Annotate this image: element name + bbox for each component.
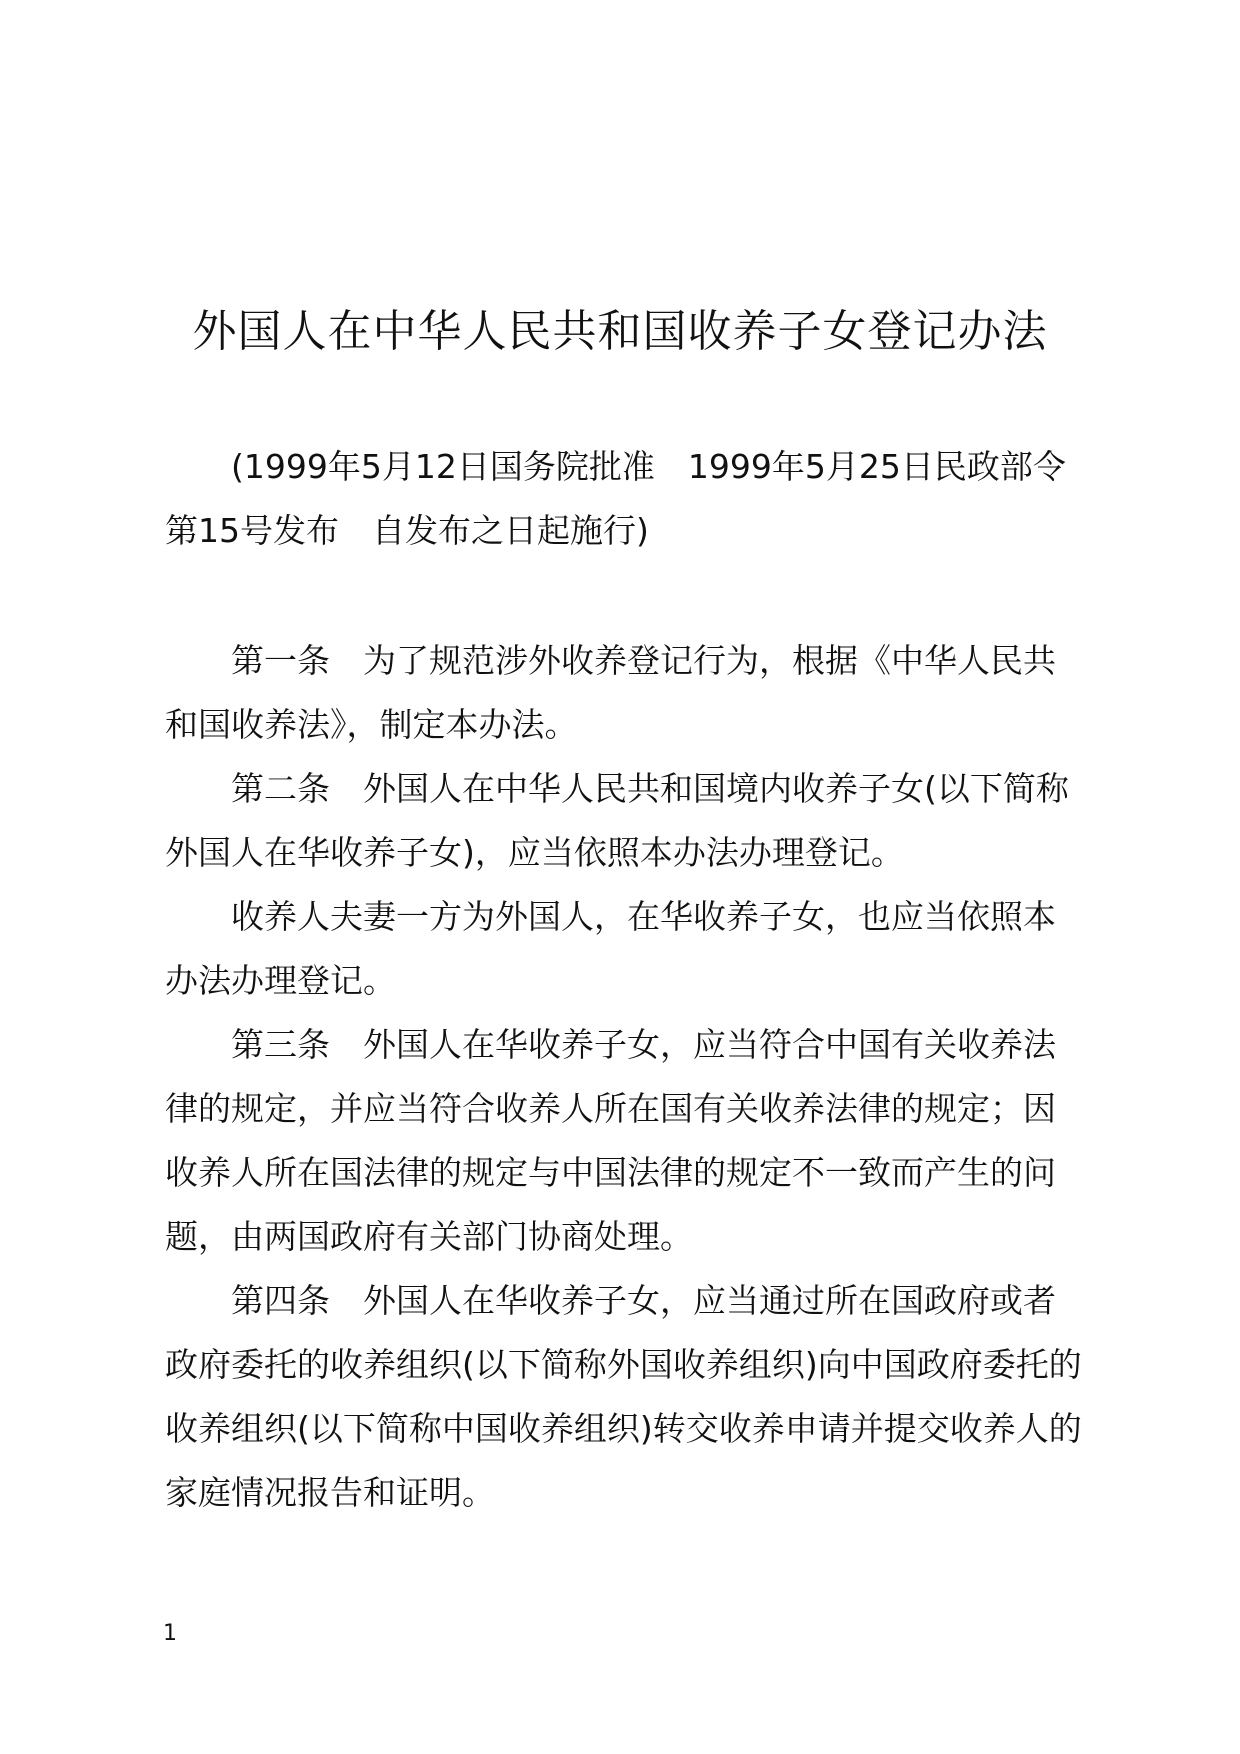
document-body <box>165 435 1085 1525</box>
article-2-continuation-paragraph: 收养人夫妻一方为外国人，在华收养子女，也应当依照本办法办理登记。 <box>165 897 1056 1000</box>
article-2-paragraph: 第二条 外国人在中华人民共和国境内收养子女(以下简称外国人在华收养子女)，应当依照本办法办理登记。 <box>165 769 1069 872</box>
article-3-paragraph: 第三条 外国人在华收养子女，应当符合中国有关收养法律的规定，并应当符合收养人所在国有关收养法律的规定；因收养人所在国法律的规定与中国法律的规定不一致而产生的问题，由两国政府有关部门协商处理。 <box>165 1025 1056 1256</box>
article-4-paragraph: 第四条 外国人在华收养子女，应当通过所在国政府或者政府委托的收养组织(以下简称外国收养组织)向中国政府委托的收养组织(以下简称中国收养组织)转交收养申请并提交收养人的家庭情况报告和证明。 <box>165 1281 1082 1512</box>
page-number: 1 <box>163 1621 177 1646</box>
article-1-paragraph: 第一条 为了规范涉外收养登记行为，根据《中华人民共和国收养法》，制定本办法。 <box>165 641 1056 744</box>
document-title: 外国人在中华人民共和国收养子女登记办法 <box>192 306 1048 357</box>
source-note: (1999年5月12日国务院批准 1999年5月25日民政部令第15号发布 自发布之日起施行) <box>165 447 1066 550</box>
